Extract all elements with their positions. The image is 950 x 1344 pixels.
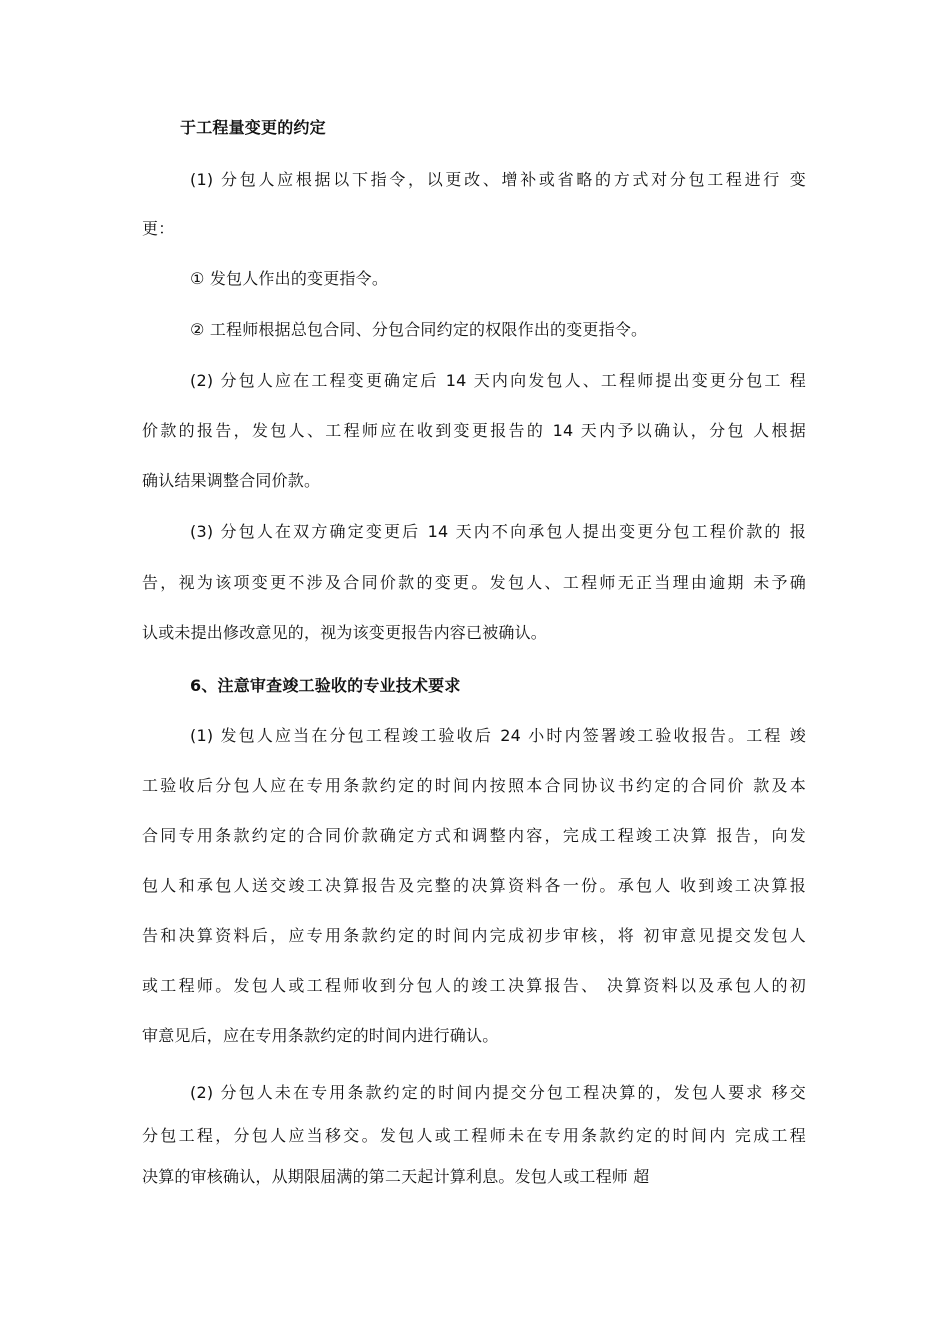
paragraph-line: 确认结果调整合同价款。 (142, 471, 321, 490)
paragraph-line: 更： (142, 219, 175, 238)
paragraph-line: 决算的审核确认，从期限届满的第二天起计算利息。发包人或工程师 超 (142, 1167, 650, 1186)
paragraph-line: 合同专用条款约定的合同价款确定方式和调整内容，完成工程竣工决算 报告，向发 (142, 826, 806, 845)
paragraph-line: 告，视为该项变更不涉及合同价款的变更。发包人、工程师无正当理由逾期 未予确 (142, 573, 806, 592)
paragraph-line: (2) 分包人未在专用条款约定的时间内提交分包工程决算的，发包人要求 移交 (190, 1083, 806, 1102)
section-heading-quantity-change: 于工程量变更的约定 (180, 118, 326, 137)
paragraph-line: 告和决算资料后，应专用条款约定的时间内完成初步审核，将 初审意见提交发包人 (142, 926, 806, 945)
list-item: ② 工程师根据总包合同、分包合同约定的权限作出的变更指令。 (190, 320, 648, 339)
paragraph-line: 审意见后，应在专用条款约定的时间内进行确认。 (142, 1026, 499, 1045)
section-heading-completion-acceptance: 6、注意审查竣工验收的专业技术要求 (190, 676, 461, 695)
paragraph-line: 包人和承包人送交竣工决算报告及完整的决算资料各一份。承包人 收到竣工决算报 (142, 876, 806, 895)
paragraph-line: (2) 分包人应在工程变更确定后 14 天内向发包人、工程师提出变更分包工 程 (190, 371, 806, 390)
list-item: ① 发包人作出的变更指令。 (190, 269, 389, 288)
paragraph-line: 工验收后分包人应在专用条款约定的时间内按照本合同协议书约定的合同价 款及本 (142, 776, 806, 795)
paragraph-line: 认或未提出修改意见的，视为该变更报告内容已被确认。 (142, 623, 548, 642)
paragraph-line: (3) 分包人在双方确定变更后 14 天内不向承包人提出变更分包工程价款的 报 (190, 522, 806, 541)
paragraph-line: 分包工程，分包人应当移交。发包人或工程师未在专用条款约定的时间内 完成工程 (142, 1126, 806, 1145)
paragraph-line: (1) 发包人应当在分包工程竣工验收后 24 小时内签署竣工验收报告。工程 竣 (190, 726, 806, 745)
paragraph-line: 价款的报告，发包人、工程师应在收到变更报告的 14 天内予以确认，分包 人根据 (142, 421, 806, 440)
paragraph-line: 或工程师。发包人或工程师收到分包人的竣工决算报告、 决算资料以及承包人的初 (142, 976, 806, 995)
paragraph-line: (1) 分包人应根据以下指令，以更改、增补或省略的方式对分包工程进行 变 (190, 170, 806, 189)
